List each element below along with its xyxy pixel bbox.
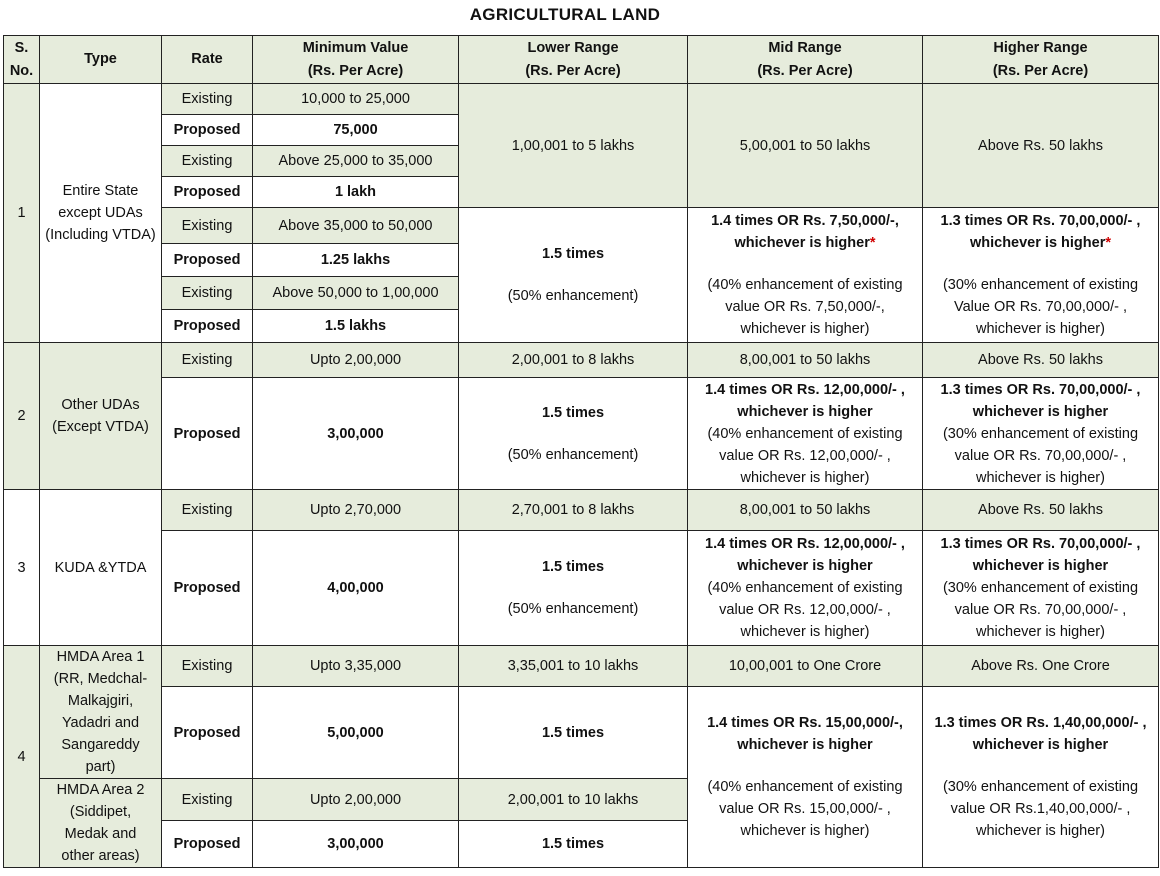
min-value-cell: 3,00,000 bbox=[253, 821, 459, 868]
table-row bbox=[4, 490, 1159, 531]
rate-proposed: Proposed bbox=[162, 821, 253, 868]
row-3-sno: 3 bbox=[4, 490, 40, 646]
rate-existing: Existing bbox=[162, 343, 253, 378]
min-value-cell: Upto 2,00,000 bbox=[253, 343, 459, 378]
row-4-type-area-1: HMDA Area 1 (RR, Medchal- Malkajgiri, Yadadri and Sangareddy part) bbox=[40, 646, 162, 779]
rate-existing: Existing bbox=[162, 84, 253, 115]
min-value-cell: 10,000 to 25,000 bbox=[253, 84, 459, 115]
header-min-value: Minimum Value (Rs. Per Acre) bbox=[253, 36, 459, 84]
min-value-cell: 4,00,000 bbox=[253, 531, 459, 646]
page-title: AGRICULTURAL LAND bbox=[469, 5, 661, 24]
header-sno: S. No. bbox=[4, 36, 40, 84]
lower-range-cell: 1.5 times (50% enhancement) bbox=[459, 208, 688, 343]
table-row bbox=[4, 208, 1159, 244]
rate-proposed: Proposed bbox=[162, 531, 253, 646]
table-row bbox=[4, 84, 1159, 115]
mid-range-cell: 5,00,001 to 50 lakhs bbox=[688, 84, 923, 208]
header-type: Type bbox=[40, 36, 162, 84]
header-mid-range: Mid Range (Rs. Per Acre) bbox=[688, 36, 923, 84]
min-value-cell: Above 35,000 to 50,000 bbox=[253, 208, 459, 244]
higher-range-cell: 1.3 times OR Rs. 70,00,000/- , whichever is higher* (30% enhancement of existing Value OR Rs. 70,00,000/- , whichever is higher) bbox=[923, 208, 1159, 343]
mid-range-cell: 8,00,001 to 50 lakhs bbox=[688, 343, 923, 378]
row-4-sno: 4 bbox=[4, 646, 40, 868]
rate-existing: Existing bbox=[162, 646, 253, 687]
rate-existing: Existing bbox=[162, 277, 253, 310]
min-value-cell: 3,00,000 bbox=[253, 378, 459, 490]
table-row bbox=[4, 343, 1159, 378]
mid-range-cell: 1.4 times OR Rs. 7,50,000/-, whichever is higher* (40% enhancement of existing value OR Rs. 7,50,000/-, whichever is higher) bbox=[688, 208, 923, 343]
higher-range-cell: 1.3 times OR Rs. 70,00,000/- , whichever is higher (30% enhancement of existing value OR Rs. 70,00,000/- , whichever is higher) bbox=[923, 531, 1159, 646]
rate-existing: Existing bbox=[162, 490, 253, 531]
header-row bbox=[4, 36, 1159, 84]
higher-range-cell: Above Rs. One Crore bbox=[923, 646, 1159, 687]
header-lower-range: Lower Range (Rs. Per Acre) bbox=[459, 36, 688, 84]
min-value-cell: Upto 2,70,000 bbox=[253, 490, 459, 531]
min-value-cell: 1.25 lakhs bbox=[253, 244, 459, 277]
min-value-cell: Upto 2,00,000 bbox=[253, 779, 459, 821]
rate-proposed: Proposed bbox=[162, 687, 253, 779]
rate-proposed: Proposed bbox=[162, 378, 253, 490]
row-4-type-area-2: HMDA Area 2 (Siddipet, Medak and other areas) bbox=[40, 779, 162, 868]
table-row bbox=[4, 378, 1159, 490]
lower-range-cell: 1.5 times bbox=[459, 821, 688, 868]
row-1-type: Entire State except UDAs (Including VTDA) bbox=[40, 84, 162, 343]
higher-range-cell: Above Rs. 50 lakhs bbox=[923, 490, 1159, 531]
mid-range-cell: 1.4 times OR Rs. 12,00,000/- , whichever is higher (40% enhancement of existing value OR Rs. 12,00,000/- , whichever is higher) bbox=[688, 531, 923, 646]
higher-range-cell: 1.3 times OR Rs. 70,00,000/- , whichever is higher (30% enhancement of existing value OR Rs. 70,00,000/- , whichever is higher) bbox=[923, 378, 1159, 490]
higher-range-cell: Above Rs. 50 lakhs bbox=[923, 84, 1159, 208]
higher-range-cell: Above Rs. 50 lakhs bbox=[923, 343, 1159, 378]
header-higher-range: Higher Range (Rs. Per Acre) bbox=[923, 36, 1159, 84]
higher-range-cell: 1.3 times OR Rs. 1,40,00,000/- , whichever is higher (30% enhancement of existing value OR Rs.1,40,00,000/- , whichever is higher) bbox=[923, 687, 1159, 868]
rate-existing: Existing bbox=[162, 779, 253, 821]
min-value-cell: Above 25,000 to 35,000 bbox=[253, 146, 459, 177]
min-value-cell: Above 50,000 to 1,00,000 bbox=[253, 277, 459, 310]
min-value-cell: 5,00,000 bbox=[253, 687, 459, 779]
rate-proposed: Proposed bbox=[162, 115, 253, 146]
lower-range-cell: 1.5 times bbox=[459, 687, 688, 779]
lower-range-cell: 2,00,001 to 8 lakhs bbox=[459, 343, 688, 378]
min-value-cell: 1 lakh bbox=[253, 177, 459, 208]
row-3-type: KUDA &YTDA bbox=[40, 490, 162, 646]
lower-range-cell: 3,35,001 to 10 lakhs bbox=[459, 646, 688, 687]
lower-range-cell: 1.5 times (50% enhancement) bbox=[459, 378, 688, 490]
lower-range-cell: 2,70,001 to 8 lakhs bbox=[459, 490, 688, 531]
row-2-type: Other UDAs (Except VTDA) bbox=[40, 343, 162, 490]
rate-proposed: Proposed bbox=[162, 177, 253, 208]
table-row bbox=[4, 531, 1159, 646]
min-value-cell: Upto 3,35,000 bbox=[253, 646, 459, 687]
lower-range-cell: 2,00,001 to 10 lakhs bbox=[459, 779, 688, 821]
min-value-cell: 1.5 lakhs bbox=[253, 310, 459, 343]
table-row bbox=[4, 687, 1159, 779]
rate-existing: Existing bbox=[162, 208, 253, 244]
mid-range-cell: 8,00,001 to 50 lakhs bbox=[688, 490, 923, 531]
mid-range-cell: 1.4 times OR Rs. 12,00,000/- , whichever is higher (40% enhancement of existing value OR Rs. 12,00,000/- , whichever is higher) bbox=[688, 378, 923, 490]
agricultural-land-table bbox=[3, 35, 1159, 868]
mid-range-cell: 1.4 times OR Rs. 15,00,000/-, whichever is higher (40% enhancement of existing value OR Rs. 15,00,000/- , whichever is higher) bbox=[688, 687, 923, 868]
table-row bbox=[4, 646, 1159, 687]
row-2-sno: 2 bbox=[4, 343, 40, 490]
header-rate: Rate bbox=[162, 36, 253, 84]
mid-range-cell: 10,00,001 to One Crore bbox=[688, 646, 923, 687]
rate-proposed: Proposed bbox=[162, 244, 253, 277]
rate-proposed: Proposed bbox=[162, 310, 253, 343]
rate-existing: Existing bbox=[162, 146, 253, 177]
row-1-sno: 1 bbox=[4, 84, 40, 343]
lower-range-cell: 1.5 times (50% enhancement) bbox=[459, 531, 688, 646]
min-value-cell: 75,000 bbox=[253, 115, 459, 146]
lower-range-cell: 1,00,001 to 5 lakhs bbox=[459, 84, 688, 208]
